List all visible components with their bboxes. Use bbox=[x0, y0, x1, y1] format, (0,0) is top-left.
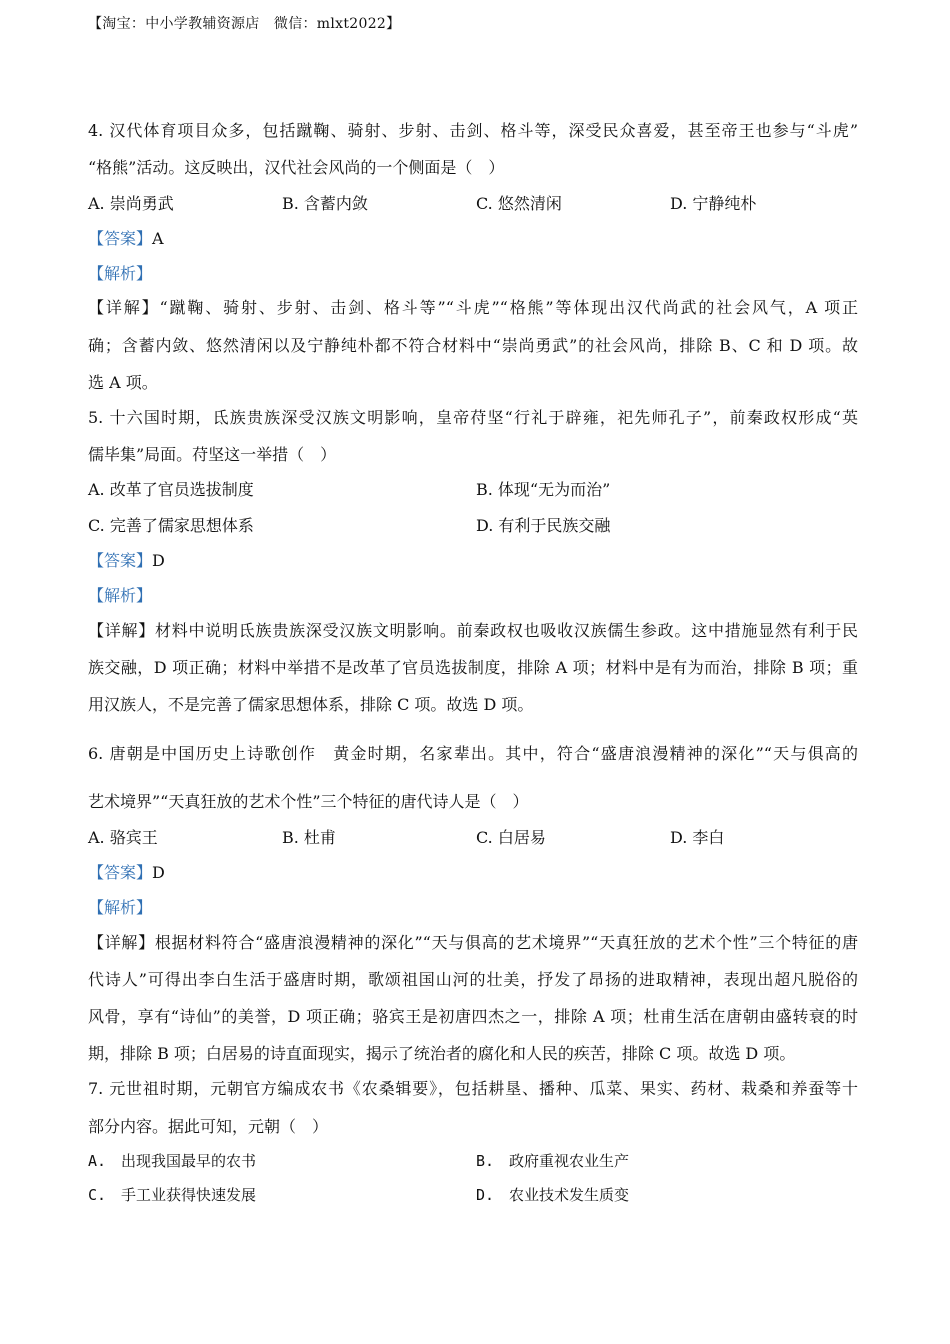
q5-option-d: D. 有利于民族交融 bbox=[476, 516, 611, 535]
q5-option-b: B. 体现“无为而治” bbox=[476, 480, 611, 499]
q4-stem-line-1: 4. 汉代体育项目众多，包括蹴鞠、骑射、步射、击剑、格斗等，深受民众喜爱，甚至帝王也参与“斗虎” bbox=[88, 121, 858, 140]
q4-answer-value: A bbox=[152, 229, 164, 248]
q4-option-b: B. 含蓄内敛 bbox=[282, 194, 368, 213]
q4-detail-text-1: “蹴鞠、骑射、步射、击剑、格斗等”“斗虎”“格熊”等体现出汉代尚武的社会风气，A 项正 bbox=[159, 298, 858, 317]
q7-option-a: A. 出现我国最早的农书 bbox=[88, 1152, 257, 1170]
q4-detail-line-1 bbox=[88, 295, 858, 318]
q4-option-d: D. 宁静纯朴 bbox=[670, 194, 757, 213]
q7-option-c: C. 手工业获得快速发展 bbox=[88, 1186, 257, 1204]
q5-stem-line-2: 儒毕集”局面。苻坚这一举措（ ） bbox=[88, 445, 337, 464]
q5-detail-text-1: 材料中说明氐族贵族深受汉族文明影响。前秦政权也吸收汉族儒生参政。这中措施显然有利于民 bbox=[155, 621, 858, 640]
q7-stem-line-2: 部分内容。据此可知，元朝（ ） bbox=[88, 1117, 329, 1136]
q6-option-d: D. 李白 bbox=[670, 828, 725, 847]
q6-detail-line-4: 期，排除 B 项；白居易的诗直面现实，揭示了统治者的腐化和人民的疾苦，排除 C 项。故选 D 项。 bbox=[88, 1044, 796, 1063]
q6-analysis bbox=[88, 895, 152, 918]
q5-analysis bbox=[88, 583, 152, 606]
q5-detail-line-2: 族交融，D 项正确；材料中举措不是改革了官员选拔制度，排除 A 项；材料中是有为而治，排除 B 项；重 bbox=[88, 658, 858, 677]
q5-option-c: C. 完善了儒家思想体系 bbox=[88, 516, 254, 535]
q4-stem-line-2: “格熊”活动。这反映出，汉代社会风尚的一个侧面是（ ） bbox=[88, 158, 505, 177]
page-header: 【淘宝：中小学教辅资源店 微信：mlxt2022】 bbox=[88, 16, 401, 32]
q4-detail-line-3: 选 A 项。 bbox=[88, 373, 158, 392]
q4-detail-line-2: 确；含蓄内敛、悠然清闲以及宁静纯朴都不符合材料中“崇尚勇武”的社会风尚，排除 B、C 和 D 项。故 bbox=[88, 336, 858, 355]
answer-tag: 【答案】 bbox=[88, 551, 153, 570]
q6-detail-line-1 bbox=[88, 930, 858, 953]
q6-detail-line-3: 风骨，享有“诗仙”的美誉，D 项正确；骆宾王是初唐四杰之一，排除 A 项；杜甫生活在唐朝由盛转衰的时 bbox=[88, 1007, 858, 1026]
answer-tag: 【答案】 bbox=[88, 229, 153, 248]
q6-stem-line-2: 艺术境界”“天真狂放的艺术个性”三个特征的唐代诗人是（ ） bbox=[88, 792, 529, 811]
q6-stem-line-1: 6. 唐朝是中国历史上诗歌创作 黄金时期，名家辈出。其中，符合“盛唐浪漫精神的深化”“天与俱高的 bbox=[88, 744, 858, 763]
q4-option-c: C. 悠然清闲 bbox=[476, 194, 562, 213]
q6-detail-line-2: 代诗人”可得出李白生活于盛唐时期，歌颂祖国山河的壮美，抒发了昂扬的进取精神，表现出超凡脱俗的 bbox=[88, 970, 858, 989]
answer-tag: 【答案】 bbox=[88, 863, 153, 882]
analysis-tag: 【解析】 bbox=[88, 586, 153, 605]
q5-answer bbox=[88, 548, 165, 571]
detail-tag: 【详解】 bbox=[88, 298, 160, 317]
q6-option-a: A. 骆宾王 bbox=[88, 828, 158, 847]
q7-option-d: D. 农业技术发生质变 bbox=[476, 1186, 630, 1204]
q5-detail-line-3: 用汉族人，不是完善了儒家思想体系，排除 C 项。故选 D 项。 bbox=[88, 695, 534, 714]
q5-answer-value: D bbox=[152, 551, 165, 570]
q7-stem-line-1: 7. 元世祖时期，元朝官方编成农书《农桑辑要》，包括耕垦、播种、瓜菜、果实、药材、栽桑和养蚕等十 bbox=[88, 1079, 858, 1098]
q5-option-a: A. 改革了官员选拔制度 bbox=[88, 480, 254, 499]
q6-option-c: C. 白居易 bbox=[476, 828, 546, 847]
q4-option-a: A. 崇尚勇武 bbox=[88, 194, 174, 213]
q5-detail-line-1 bbox=[88, 618, 858, 641]
detail-tag: 【详解】 bbox=[88, 933, 155, 952]
q5-stem-line-1: 5. 十六国时期，氐族贵族深受汉族文明影响，皇帝苻坚“行礼于辟雍，祀先师孔子”，前秦政权形成“英 bbox=[88, 408, 858, 427]
q6-detail-text-1: 根据材料符合“盛唐浪漫精神的深化”“天与俱高的艺术境界”“天真狂放的艺术个性”三个特征的唐 bbox=[154, 933, 858, 952]
detail-tag: 【详解】 bbox=[88, 621, 156, 640]
q4-analysis bbox=[88, 261, 152, 284]
analysis-tag: 【解析】 bbox=[88, 898, 153, 917]
q6-answer-value: D bbox=[152, 863, 165, 882]
q6-option-b: B. 杜甫 bbox=[282, 828, 336, 847]
q7-option-b: B. 政府重视农业生产 bbox=[476, 1152, 630, 1170]
q4-answer bbox=[88, 226, 164, 249]
q6-answer bbox=[88, 860, 165, 883]
analysis-tag: 【解析】 bbox=[88, 264, 153, 283]
